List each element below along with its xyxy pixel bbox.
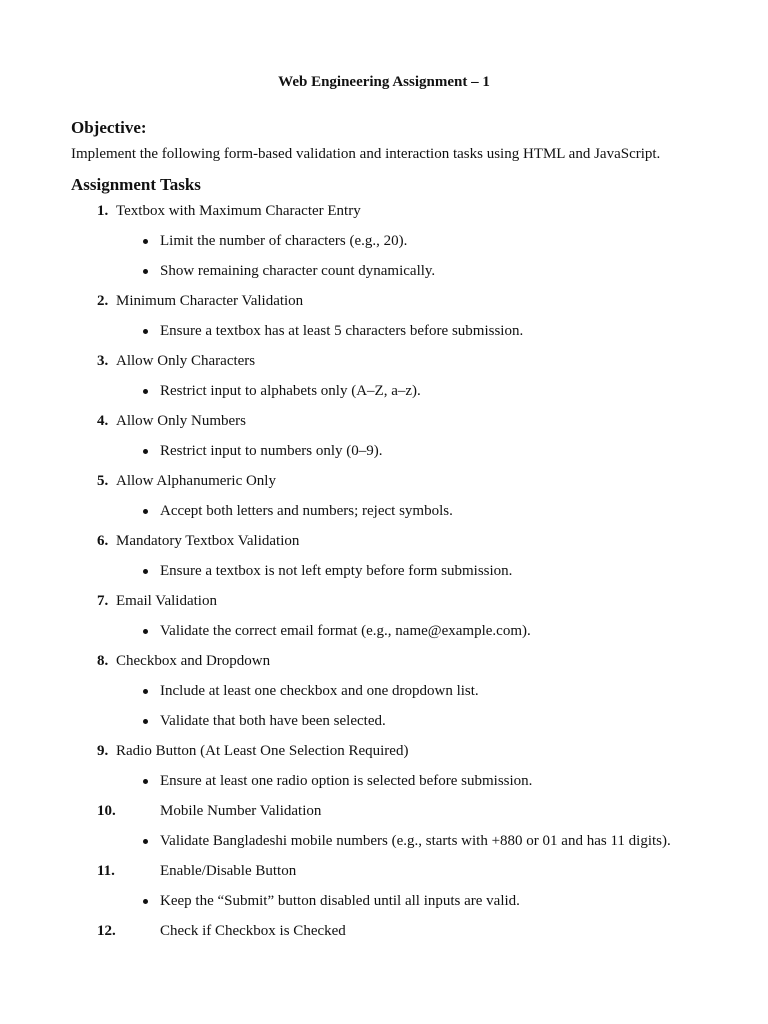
bullet-dot-icon xyxy=(143,239,148,244)
task-number: 2. xyxy=(97,293,109,309)
bullet-text: Validate the correct email format (e.g., name@example.com). xyxy=(160,623,531,639)
task-item xyxy=(0,862,768,880)
task-number: 9. xyxy=(97,743,109,759)
task-number: 12. xyxy=(97,923,116,939)
task-label: Mobile Number Validation xyxy=(160,803,322,819)
bullet-text: Ensure a textbox has at least 5 characters before submission. xyxy=(160,323,524,339)
task-bullet xyxy=(0,562,768,580)
task-label: Allow Only Numbers xyxy=(116,413,246,429)
objective-heading: Objective: xyxy=(71,118,147,137)
task-bullet xyxy=(0,712,768,730)
bullet-text: Validate Bangladeshi mobile numbers (e.g., starts with +880 or 01 and has 11 digits). xyxy=(160,833,671,849)
task-label: Allow Only Characters xyxy=(116,353,256,369)
task-label: Mandatory Textbox Validation xyxy=(116,533,300,549)
task-bullet xyxy=(0,322,768,340)
bullet-dot-icon xyxy=(143,899,148,904)
task-number: 4. xyxy=(97,413,109,429)
task-number: 8. xyxy=(97,653,109,669)
task-item xyxy=(0,472,768,490)
bullet-text: Limit the number of characters (e.g., 20). xyxy=(160,233,408,249)
task-number: 10. xyxy=(97,803,116,819)
task-bullet xyxy=(0,232,768,250)
bullet-text: Ensure a textbox is not left empty before form submission. xyxy=(160,563,513,579)
task-item xyxy=(0,652,768,670)
task-bullet xyxy=(0,682,768,700)
task-item xyxy=(0,292,768,310)
task-label: Check if Checkbox is Checked xyxy=(160,923,346,939)
tasks-heading: Assignment Tasks xyxy=(71,175,201,194)
bullet-dot-icon xyxy=(143,839,148,844)
bullet-dot-icon xyxy=(143,329,148,334)
bullet-text: Restrict input to numbers only (0–9). xyxy=(160,443,383,459)
document-title: Web Engineering Assignment – 1 xyxy=(278,74,490,90)
bullet-dot-icon xyxy=(143,689,148,694)
task-item xyxy=(0,352,768,370)
task-label: Textbox with Maximum Character Entry xyxy=(116,203,361,219)
task-number: 3. xyxy=(97,353,109,369)
task-bullet xyxy=(0,892,768,910)
task-number: 5. xyxy=(97,473,109,489)
task-number: 11. xyxy=(97,863,115,879)
bullet-dot-icon xyxy=(143,569,148,574)
bullet-text: Include at least one checkbox and one dropdown list. xyxy=(160,683,479,699)
bullet-text: Accept both letters and numbers; reject symbols. xyxy=(160,503,453,519)
task-label: Checkbox and Dropdown xyxy=(116,653,271,669)
bullet-text: Keep the “Submit” button disabled until all inputs are valid. xyxy=(160,893,520,909)
bullet-dot-icon xyxy=(143,629,148,634)
task-label: Radio Button (At Least One Selection Required) xyxy=(116,743,409,759)
task-item xyxy=(0,592,768,610)
task-label: Allow Alphanumeric Only xyxy=(116,473,276,489)
bullet-dot-icon xyxy=(143,269,148,274)
task-bullet xyxy=(0,262,768,280)
task-bullet xyxy=(0,772,768,790)
task-item xyxy=(0,202,768,220)
task-number: 7. xyxy=(97,593,109,609)
task-bullet xyxy=(0,832,768,850)
bullet-text: Show remaining character count dynamically. xyxy=(160,263,436,279)
task-label: Minimum Character Validation xyxy=(116,293,304,309)
task-bullet xyxy=(0,502,768,520)
bullet-dot-icon xyxy=(143,779,148,784)
task-item xyxy=(0,412,768,430)
task-bullet xyxy=(0,442,768,460)
bullet-dot-icon xyxy=(143,449,148,454)
task-item xyxy=(0,742,768,760)
task-item xyxy=(0,922,768,940)
task-bullet xyxy=(0,382,768,400)
bullet-text: Restrict input to alphabets only (A–Z, a–z). xyxy=(160,383,421,399)
task-label: Enable/Disable Button xyxy=(160,863,297,879)
task-number: 6. xyxy=(97,533,109,549)
task-bullet xyxy=(0,622,768,640)
task-label: Email Validation xyxy=(116,593,217,609)
objective-text: Implement the following form-based validation and interaction tasks using HTML and JavaScript. xyxy=(71,146,661,162)
bullet-text: Ensure at least one radio option is selected before submission. xyxy=(160,773,533,789)
task-item xyxy=(0,532,768,550)
bullet-dot-icon xyxy=(143,719,148,724)
bullet-dot-icon xyxy=(143,389,148,394)
task-number: 1. xyxy=(97,203,109,219)
bullet-text: Validate that both have been selected. xyxy=(160,713,386,729)
task-item xyxy=(0,802,768,820)
bullet-dot-icon xyxy=(143,509,148,514)
